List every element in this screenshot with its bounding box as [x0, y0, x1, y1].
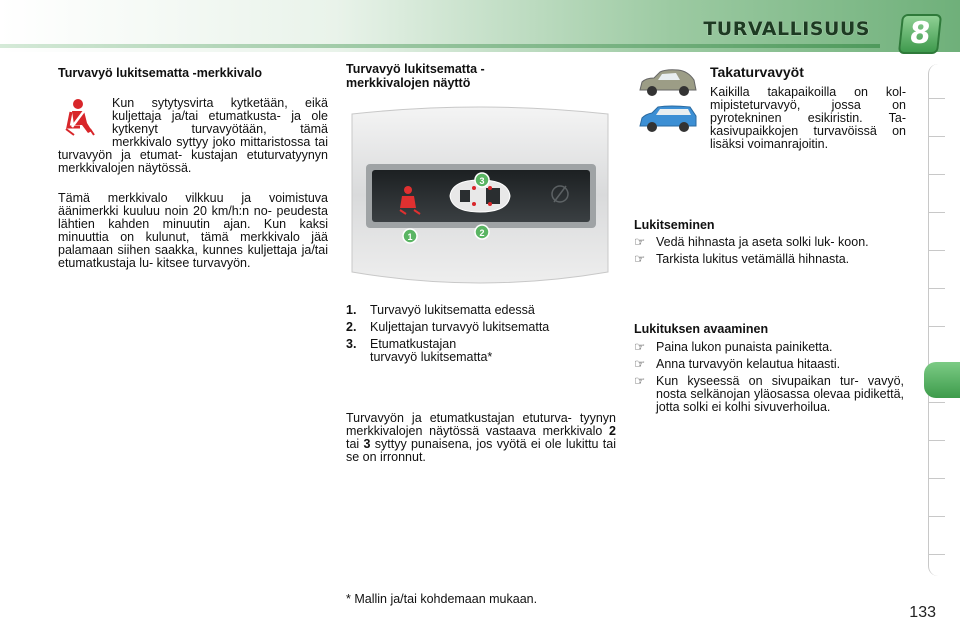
pointing-hand-icon: ☞ — [634, 340, 646, 354]
page-number: 133 — [909, 604, 936, 621]
list-item-text: Vedä hihnasta ja aseta solki luk- koon. — [656, 235, 869, 249]
note-text: Turvavyön ja etumatkustajan etuturva- tyynyn merkkivalojen näytössä vastaava merkkivalo — [346, 411, 616, 438]
callout-3 — [475, 173, 489, 187]
svg-text:1: 1 — [407, 232, 413, 242]
rear-seatbelts-heading: Takaturvavyöt — [710, 64, 804, 80]
list-item — [634, 375, 904, 414]
tab-divider — [929, 478, 945, 479]
list-item-text: Kun kyseessä on sivupaikan tur- vavyö, nosta selkänojan yläosassa olevaa pidikettä, jotta solki ei kolhi sivuverhoilua. — [656, 374, 904, 414]
legend-number: 2. — [346, 320, 357, 334]
hatchback-car-icon — [636, 66, 700, 100]
tab-divider — [929, 212, 945, 213]
chapter-tab-strip — [928, 64, 960, 576]
active-chapter-tab[interactable] — [924, 362, 960, 398]
tab-divider — [929, 516, 945, 517]
indicator-legend-list — [346, 304, 616, 368]
rear-seatbelts-intro: Kaikilla takapaikoilla on kol- mipisteturvavyö, jossa on pyrotekninen esikiristin. Ta- kasivupaikkojen turvavöissä on lisäksi voimanrajoitin. — [710, 85, 906, 151]
seatbelt-indicator-panel-illustration — [346, 104, 614, 288]
tab-divider — [929, 326, 945, 327]
callout-1 — [403, 229, 417, 243]
footnote: * Mallin ja/tai kohdemaan mukaan. — [346, 592, 538, 606]
paragraph-1-text: Kun sytytysvirta kytketään, eikä kuljettaja ja/tai etumatkusta- ja ole kytkenyt turvavyötään, tämä merkkivalo syttyy joko mittaristossa tai turvavyön ja etumat- kustajan etuturvatyynyn merkkivalojen näytössä. — [58, 96, 328, 175]
legend-text: Etumatkustajan turvavyö lukitsematta* — [370, 337, 493, 364]
indicator-display-heading-line-1: Turvavyö lukitsematta - — [346, 62, 485, 76]
pointing-hand-icon: ☞ — [634, 374, 646, 388]
header-stripe — [0, 44, 880, 48]
estate-car-icon — [636, 102, 700, 136]
seatbelt-warning-paragraph-1 — [58, 97, 328, 175]
tab-divider — [929, 136, 945, 137]
list-item-text: Paina lukon punaista painiketta. — [656, 340, 833, 354]
list-item-text: Tarkista lukitus vetämällä hihnasta. — [656, 252, 850, 266]
indicator-note-paragraph — [346, 412, 616, 464]
list-item — [634, 358, 904, 371]
legend-text: Turvavyö lukitsematta edessä — [370, 303, 535, 317]
pointing-hand-icon: ☞ — [634, 357, 646, 371]
svg-text:3: 3 — [479, 176, 485, 186]
locking-heading: Lukitseminen — [634, 218, 715, 232]
tab-divider — [929, 554, 945, 555]
icon-spacer — [58, 97, 112, 139]
unlocking-heading: Lukituksen avaaminen — [634, 322, 769, 336]
tab-divider — [929, 250, 945, 251]
chapter-number-badge: 8 — [898, 14, 942, 54]
legend-number: 3. — [346, 337, 357, 351]
note-text: tai — [346, 437, 364, 451]
legend-item — [346, 304, 616, 317]
pointing-hand-icon: ☞ — [634, 235, 646, 249]
legend-text: Kuljettajan turvavyö lukitsematta — [370, 320, 550, 334]
callout-2 — [475, 225, 489, 239]
indicator-display-heading — [346, 62, 616, 90]
note-text: syttyy punaisena, jos vyötä ei ole lukittu tai se on irronnut. — [346, 437, 616, 464]
seatbelt-warning-heading: Turvavyö lukitsematta -merkkivalo — [58, 66, 263, 80]
unlocking-steps-list — [634, 341, 904, 418]
tab-divider — [929, 174, 945, 175]
legend-item — [346, 338, 616, 364]
list-item — [634, 253, 904, 266]
list-item — [634, 236, 904, 249]
note-number: 3 — [363, 437, 371, 451]
legend-number: 1. — [346, 303, 357, 317]
legend-item — [346, 321, 616, 334]
tab-divider — [929, 98, 945, 99]
pointing-hand-icon: ☞ — [634, 252, 646, 266]
note-number: 2 — [609, 424, 616, 438]
list-item — [634, 341, 904, 354]
tab-divider — [929, 440, 945, 441]
list-item-text: Anna turvavyön kelautua hitaasti. — [656, 357, 841, 371]
chapter-title: TURVALLISUUS — [703, 18, 870, 40]
svg-text:2: 2 — [479, 228, 485, 238]
tab-divider — [929, 288, 945, 289]
indicator-display-heading-line-2: merkkivalojen näyttö — [346, 76, 471, 90]
tab-divider — [929, 402, 945, 403]
seatbelt-warning-paragraph-2: Tämä merkkivalo vilkkuu ja voimistuva äänimerkki kuuluu noin 20 km/h:n no- peudesta lähtien kahden minuutin ajan. Kun kaksi minuuttia on kulunut, tämä merkkivalo jää palamaan siihen saakka, kunnes kuljettaja ja/tai etumatkustaja lu- kitsee turvavyön. — [58, 191, 328, 270]
locking-steps-list — [634, 236, 904, 270]
